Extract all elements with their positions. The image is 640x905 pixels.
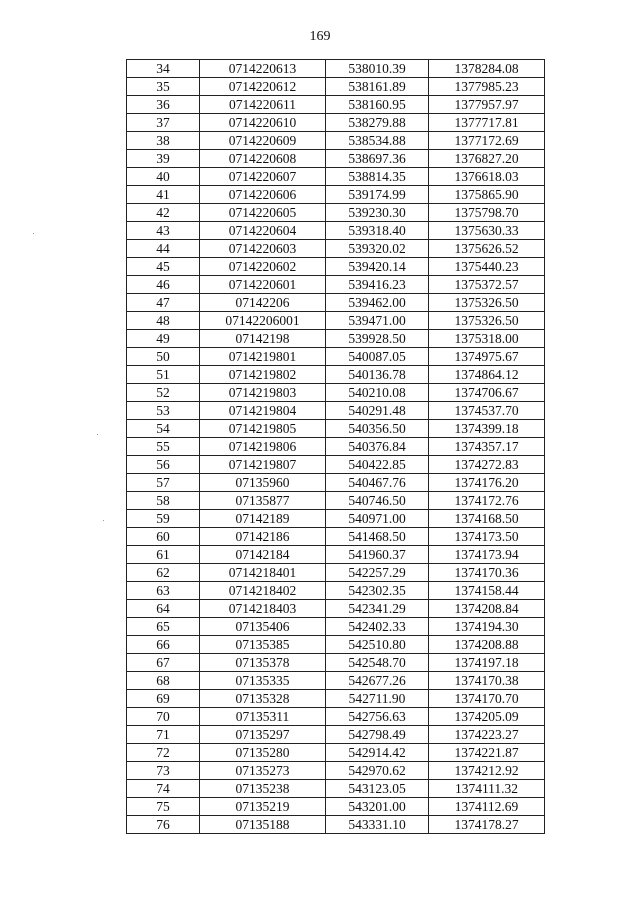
point-code-cell: 0714220613 [200,60,326,78]
table-row [127,114,545,132]
point-number-cell: 53 [127,402,200,420]
point-code-cell: 07142186 [200,528,326,546]
y-coordinate-cell: 1374111.32 [429,780,545,798]
x-coordinate-cell: 540422.85 [326,456,429,474]
point-number-cell: 57 [127,474,200,492]
y-coordinate-cell: 1374170.70 [429,690,545,708]
x-coordinate-cell: 540087.05 [326,348,429,366]
point-code-cell: 0714219802 [200,366,326,384]
point-code-cell: 07135335 [200,672,326,690]
point-code-cell: 07142198 [200,330,326,348]
point-number-cell: 60 [127,528,200,546]
table-row [127,312,545,330]
point-number-cell: 72 [127,744,200,762]
point-code-cell: 07135219 [200,798,326,816]
point-code-cell: 07142206001 [200,312,326,330]
x-coordinate-cell: 542510.80 [326,636,429,654]
point-number-cell: 45 [127,258,200,276]
table-row [127,618,545,636]
point-code-cell: 07135188 [200,816,326,834]
table-row [127,546,545,564]
table-row [127,384,545,402]
table-row [127,150,545,168]
point-code-cell: 0714220605 [200,204,326,222]
y-coordinate-cell: 1377717.81 [429,114,545,132]
point-code-cell: 0714220601 [200,276,326,294]
x-coordinate-cell: 539471.00 [326,312,429,330]
point-code-cell: 0714219804 [200,402,326,420]
table-row [127,528,545,546]
y-coordinate-cell: 1374537.70 [429,402,545,420]
y-coordinate-cell: 1375440.23 [429,258,545,276]
point-code-cell: 0714220603 [200,240,326,258]
point-code-cell: 0714218403 [200,600,326,618]
table-row [127,654,545,672]
x-coordinate-cell: 538814.35 [326,168,429,186]
x-coordinate-cell: 540971.00 [326,510,429,528]
point-number-cell: 66 [127,636,200,654]
y-coordinate-cell: 1374223.27 [429,726,545,744]
point-code-cell: 07135406 [200,618,326,636]
x-coordinate-cell: 538160.95 [326,96,429,114]
point-code-cell: 07142184 [200,546,326,564]
point-number-cell: 50 [127,348,200,366]
x-coordinate-cell: 538279.88 [326,114,429,132]
x-coordinate-cell: 538010.39 [326,60,429,78]
point-code-cell: 0714220610 [200,114,326,132]
point-number-cell: 34 [127,60,200,78]
x-coordinate-cell: 539230.30 [326,204,429,222]
point-code-cell: 0714219807 [200,456,326,474]
y-coordinate-cell: 1374212.92 [429,762,545,780]
table-row [127,672,545,690]
x-coordinate-cell: 539420.14 [326,258,429,276]
x-coordinate-cell: 539174.99 [326,186,429,204]
point-code-cell: 0714220604 [200,222,326,240]
y-coordinate-cell: 1374864.12 [429,366,545,384]
table-row [127,78,545,96]
table-row [127,726,545,744]
x-coordinate-cell: 542970.62 [326,762,429,780]
y-coordinate-cell: 1376618.03 [429,168,545,186]
x-coordinate-cell: 539462.00 [326,294,429,312]
y-coordinate-cell: 1374178.27 [429,816,545,834]
x-coordinate-cell: 542756.63 [326,708,429,726]
point-code-cell: 07135311 [200,708,326,726]
y-coordinate-cell: 1374194.30 [429,618,545,636]
table-row [127,690,545,708]
x-coordinate-cell: 539320.02 [326,240,429,258]
margin-dot [103,520,104,521]
point-number-cell: 69 [127,690,200,708]
table-row [127,492,545,510]
y-coordinate-cell: 1375318.00 [429,330,545,348]
table-row [127,222,545,240]
table-row [127,816,545,834]
table-row [127,240,545,258]
x-coordinate-cell: 540746.50 [326,492,429,510]
y-coordinate-cell: 1374357.17 [429,438,545,456]
y-coordinate-cell: 1374706.67 [429,384,545,402]
point-number-cell: 68 [127,672,200,690]
point-code-cell: 07135280 [200,744,326,762]
x-coordinate-cell: 542341.29 [326,600,429,618]
point-number-cell: 43 [127,222,200,240]
y-coordinate-cell: 1374176.20 [429,474,545,492]
table-row [127,474,545,492]
point-code-cell: 0714220602 [200,258,326,276]
y-coordinate-cell: 1377172.69 [429,132,545,150]
point-number-cell: 44 [127,240,200,258]
point-code-cell: 07135328 [200,690,326,708]
y-coordinate-cell: 1375372.57 [429,276,545,294]
x-coordinate-cell: 542677.26 [326,672,429,690]
y-coordinate-cell: 1374112.69 [429,798,545,816]
y-coordinate-cell: 1377985.23 [429,78,545,96]
point-number-cell: 76 [127,816,200,834]
y-coordinate-cell: 1375626.52 [429,240,545,258]
y-coordinate-cell: 1374170.38 [429,672,545,690]
point-number-cell: 74 [127,780,200,798]
table-row [127,438,545,456]
x-coordinate-cell: 543331.10 [326,816,429,834]
x-coordinate-cell: 541468.50 [326,528,429,546]
point-code-cell: 07135960 [200,474,326,492]
x-coordinate-cell: 539318.40 [326,222,429,240]
point-number-cell: 59 [127,510,200,528]
point-number-cell: 70 [127,708,200,726]
point-number-cell: 63 [127,582,200,600]
point-number-cell: 55 [127,438,200,456]
y-coordinate-cell: 1374172.76 [429,492,545,510]
point-number-cell: 67 [127,654,200,672]
point-number-cell: 71 [127,726,200,744]
table-row [127,276,545,294]
x-coordinate-cell: 541960.37 [326,546,429,564]
point-number-cell: 54 [127,420,200,438]
y-coordinate-cell: 1376827.20 [429,150,545,168]
y-coordinate-cell: 1374173.50 [429,528,545,546]
point-code-cell: 0714219801 [200,348,326,366]
y-coordinate-cell: 1374399.18 [429,420,545,438]
point-number-cell: 37 [127,114,200,132]
point-number-cell: 64 [127,600,200,618]
x-coordinate-cell: 540467.76 [326,474,429,492]
point-number-cell: 73 [127,762,200,780]
point-number-cell: 58 [127,492,200,510]
point-code-cell: 0714220609 [200,132,326,150]
x-coordinate-cell: 540210.08 [326,384,429,402]
point-number-cell: 62 [127,564,200,582]
coordinates-table [126,59,545,834]
table-row [127,420,545,438]
point-code-cell: 0714218401 [200,564,326,582]
point-code-cell: 0714220607 [200,168,326,186]
y-coordinate-cell: 1375865.90 [429,186,545,204]
table-row [127,510,545,528]
x-coordinate-cell: 542798.49 [326,726,429,744]
point-number-cell: 40 [127,168,200,186]
point-code-cell: 0714220612 [200,78,326,96]
y-coordinate-cell: 1374975.67 [429,348,545,366]
y-coordinate-cell: 1378284.08 [429,60,545,78]
x-coordinate-cell: 542402.33 [326,618,429,636]
x-coordinate-cell: 542257.29 [326,564,429,582]
point-number-cell: 75 [127,798,200,816]
point-code-cell: 0714218402 [200,582,326,600]
table-row [127,402,545,420]
x-coordinate-cell: 542302.35 [326,582,429,600]
y-coordinate-cell: 1375326.50 [429,294,545,312]
table-row [127,762,545,780]
point-number-cell: 56 [127,456,200,474]
point-code-cell: 07135273 [200,762,326,780]
point-code-cell: 07135238 [200,780,326,798]
point-code-cell: 07135385 [200,636,326,654]
point-number-cell: 35 [127,78,200,96]
table-row [127,636,545,654]
table-row [127,258,545,276]
y-coordinate-cell: 1377957.97 [429,96,545,114]
point-number-cell: 65 [127,618,200,636]
point-number-cell: 51 [127,366,200,384]
point-code-cell: 0714220606 [200,186,326,204]
table-body [127,60,545,834]
page-number: 169 [309,29,331,44]
table-row [127,366,545,384]
point-code-cell: 0714219805 [200,420,326,438]
y-coordinate-cell: 1374197.18 [429,654,545,672]
point-number-cell: 42 [127,204,200,222]
table-row [127,132,545,150]
table-row [127,348,545,366]
x-coordinate-cell: 538161.89 [326,78,429,96]
point-code-cell: 07135297 [200,726,326,744]
x-coordinate-cell: 538534.88 [326,132,429,150]
y-coordinate-cell: 1374170.36 [429,564,545,582]
point-number-cell: 61 [127,546,200,564]
point-number-cell: 49 [127,330,200,348]
point-number-cell: 47 [127,294,200,312]
x-coordinate-cell: 542711.90 [326,690,429,708]
point-number-cell: 46 [127,276,200,294]
x-coordinate-cell: 539416.23 [326,276,429,294]
x-coordinate-cell: 540136.78 [326,366,429,384]
y-coordinate-cell: 1374158.44 [429,582,545,600]
x-coordinate-cell: 540356.50 [326,420,429,438]
y-coordinate-cell: 1374208.84 [429,600,545,618]
y-coordinate-cell: 1375326.50 [429,312,545,330]
point-number-cell: 52 [127,384,200,402]
table-row [127,294,545,312]
table-row [127,96,545,114]
table-row [127,168,545,186]
margin-dot [97,434,98,435]
point-number-cell: 36 [127,96,200,114]
x-coordinate-cell: 543201.00 [326,798,429,816]
table-row [127,582,545,600]
table-row [127,708,545,726]
point-code-cell: 0714220608 [200,150,326,168]
table-row [127,600,545,618]
x-coordinate-cell: 539928.50 [326,330,429,348]
point-number-cell: 48 [127,312,200,330]
table-row [127,798,545,816]
table-row [127,564,545,582]
table-row [127,744,545,762]
table-row [127,330,545,348]
y-coordinate-cell: 1374168.50 [429,510,545,528]
x-coordinate-cell: 543123.05 [326,780,429,798]
table-row [127,780,545,798]
table-row [127,204,545,222]
table-row [127,60,545,78]
point-code-cell: 07135877 [200,492,326,510]
point-code-cell: 0714219806 [200,438,326,456]
y-coordinate-cell: 1375630.33 [429,222,545,240]
point-number-cell: 41 [127,186,200,204]
point-number-cell: 39 [127,150,200,168]
x-coordinate-cell: 542914.42 [326,744,429,762]
point-code-cell: 0714220611 [200,96,326,114]
y-coordinate-cell: 1374173.94 [429,546,545,564]
y-coordinate-cell: 1374221.87 [429,744,545,762]
table-row [127,186,545,204]
point-code-cell: 07142189 [200,510,326,528]
table-row [127,456,545,474]
point-code-cell: 0714219803 [200,384,326,402]
y-coordinate-cell: 1374208.88 [429,636,545,654]
x-coordinate-cell: 542548.70 [326,654,429,672]
x-coordinate-cell: 540291.48 [326,402,429,420]
y-coordinate-cell: 1375798.70 [429,204,545,222]
y-coordinate-cell: 1374205.09 [429,708,545,726]
margin-dot [33,233,34,234]
x-coordinate-cell: 538697.36 [326,150,429,168]
x-coordinate-cell: 540376.84 [326,438,429,456]
point-code-cell: 07142206 [200,294,326,312]
y-coordinate-cell: 1374272.83 [429,456,545,474]
point-code-cell: 07135378 [200,654,326,672]
point-number-cell: 38 [127,132,200,150]
